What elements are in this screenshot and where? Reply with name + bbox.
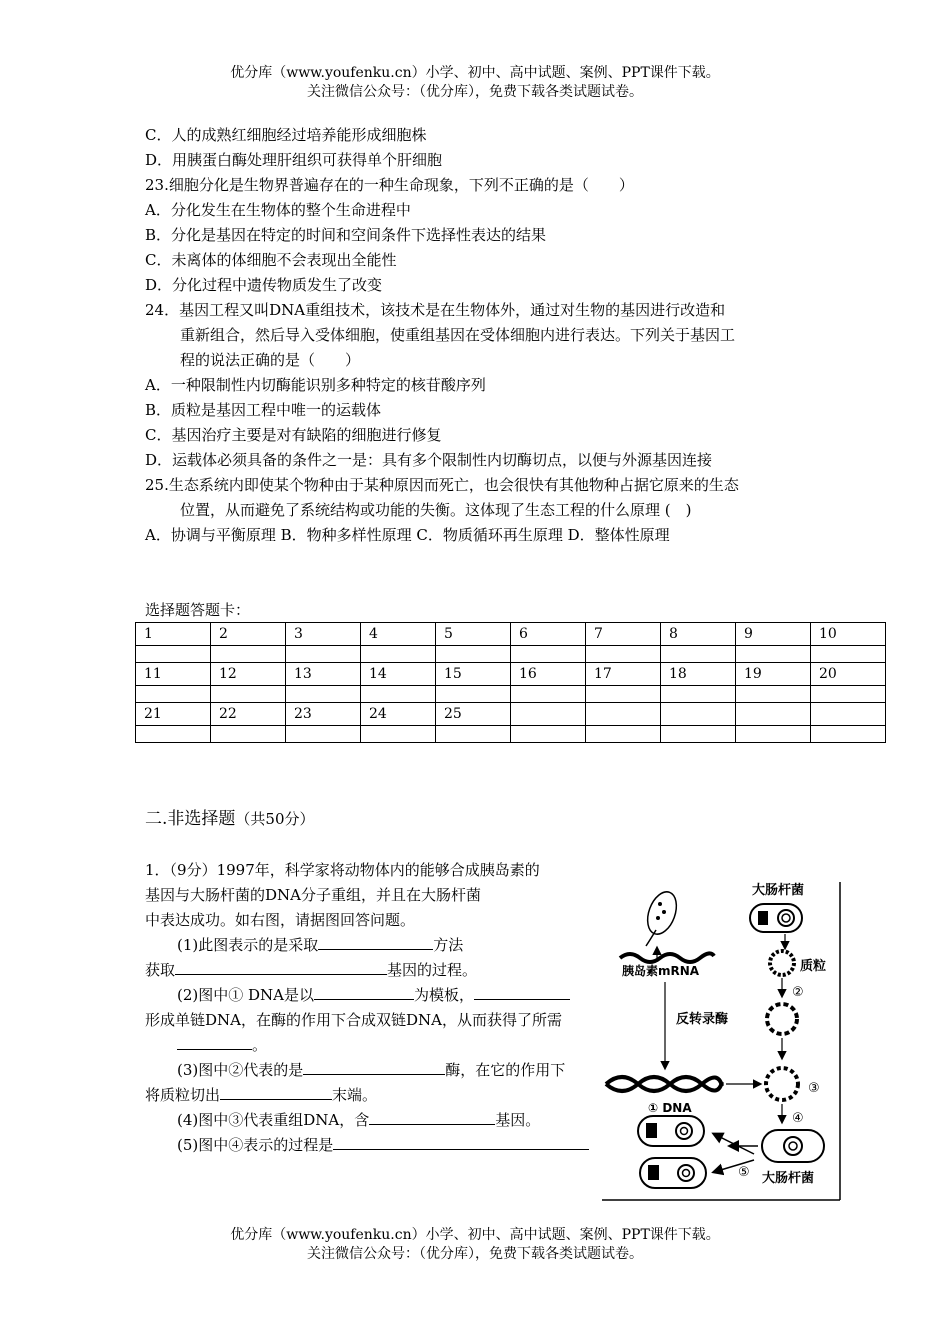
answer-blank-cell[interactable]: [436, 686, 511, 703]
answer-number-cell: [661, 703, 736, 726]
answer-number-cell: [511, 703, 586, 726]
answer-number-cell: 7: [586, 623, 661, 646]
answer-blank-cell[interactable]: [211, 646, 286, 663]
answer-number-cell: 15: [436, 663, 511, 686]
gene-engineering-figure: [602, 878, 844, 1204]
footer-line-1: 优分库（www.youfenku.cn）小学、初中、高中试题、案例、PPT课件下载。: [230, 1227, 720, 1243]
answer-number-cell: 12: [211, 663, 286, 686]
answer-blank-cell[interactable]: [286, 686, 361, 703]
ecoli-daughter-1-icon: [638, 1116, 704, 1146]
mrna-strand: [620, 953, 714, 962]
q22-option-c: C．人的成熟红细胞经过培养能形成细胞株: [145, 126, 427, 144]
answer-number-cell: 14: [361, 663, 436, 686]
text: 。: [252, 1036, 268, 1054]
answer-blank-cell[interactable]: [736, 726, 811, 743]
answer-card-table: [135, 622, 886, 743]
text: 末端。: [332, 1086, 378, 1104]
answer-blank[interactable]: [303, 1059, 445, 1075]
answer-blank-cell[interactable]: [811, 646, 886, 663]
ecoli-daughter-2-icon: [640, 1158, 706, 1188]
header-line-1: 优分库（www.youfenku.cn）小学、初中、高中试题、案例、PPT课件下载。: [230, 65, 720, 81]
answer-blank-cell[interactable]: [436, 726, 511, 743]
answer-number-cell: 3: [286, 623, 361, 646]
answer-card-title: 选择题答题卡：: [145, 601, 251, 619]
answer-blank-cell[interactable]: [811, 686, 886, 703]
answer-blank-cell[interactable]: [661, 726, 736, 743]
answer-blank[interactable]: [369, 1109, 495, 1125]
answer-blank[interactable]: [175, 959, 387, 975]
answer-blank-cell[interactable]: [286, 646, 361, 663]
answer-number-cell: 25: [436, 703, 511, 726]
q23-option-c: C．未离体的体细胞不会表现出全能性: [145, 251, 397, 269]
answer-number-cell: 18: [661, 663, 736, 686]
nq1-part-5: [177, 1134, 589, 1156]
nq1-intro-1: 1．（9分）1997年，科学家将动物体内的能够合成胰岛素的: [145, 861, 540, 879]
answer-number-cell: 11: [136, 663, 211, 686]
nq1-intro-3: 中表达成功。如右图，请据图回答问题。: [145, 911, 416, 929]
text: (2)图中① DNA是以: [177, 986, 315, 1004]
page-footer: [0, 1226, 950, 1264]
nq1-part-2-cont: 形成单链DNA，在酶的作用下合成双链DNA，从而获得了所需: [145, 1011, 562, 1029]
text: 基因的过程。: [387, 961, 478, 979]
text: 基因。: [495, 1111, 541, 1129]
answer-blank-cell[interactable]: [586, 646, 661, 663]
text: (1)此图表示的是采取: [177, 936, 319, 954]
answer-blank-cell[interactable]: [136, 686, 211, 703]
answer-blank-cell[interactable]: [361, 686, 436, 703]
answer-number-cell: 9: [736, 623, 811, 646]
q25-options: A．协调与平衡原理 B．物种多样性原理 C．物质循环再生原理 D．整体性原理: [145, 526, 670, 544]
answer-blank-cell[interactable]: [136, 726, 211, 743]
answer-blank-cell[interactable]: [511, 646, 586, 663]
answer-number-cell: [736, 703, 811, 726]
answer-blank-cell[interactable]: [136, 646, 211, 663]
q24-option-b: B．质粒是基因工程中唯一的运载体: [145, 401, 382, 419]
nq1-part-3-cont: [145, 1084, 377, 1106]
dna-label: ① DNA: [648, 1101, 692, 1115]
nq1-part-4: [177, 1109, 540, 1131]
q24-option-a: A．一种限制性内切酶能识别多种特定的核苷酸序列: [145, 376, 486, 394]
answer-number-cell: [586, 703, 661, 726]
answer-number-cell: 20: [811, 663, 886, 686]
answer-blank-cell[interactable]: [661, 646, 736, 663]
answer-number-cell: 24: [361, 703, 436, 726]
answer-blank-cell[interactable]: [736, 646, 811, 663]
answer-number-cell: 8: [661, 623, 736, 646]
answer-blank-cell[interactable]: [586, 726, 661, 743]
pancreas-cell-icon: [642, 888, 681, 946]
answer-number-cell: 23: [286, 703, 361, 726]
q24-option-c: C．基因治疗主要是对有缺陷的细胞进行修复: [145, 426, 442, 444]
q25-stem-1: 25.生态系统内即使某个物种由于某种原因而死亡，也会很快有其他物种占据它原来的生态: [145, 476, 739, 494]
bottom-ecoli-label: 大肠杆菌: [762, 1171, 815, 1186]
text: 获取: [145, 961, 176, 979]
plasmid-label: 质粒: [800, 959, 827, 974]
answer-blank-cell[interactable]: [361, 646, 436, 663]
q24-option-d: D．运载体必须具备的条件之一是：具有多个限制性内切酶切点，以便与外源基因连接: [145, 451, 713, 469]
answer-blank-cell[interactable]: [211, 686, 286, 703]
answer-blank-cell[interactable]: [286, 726, 361, 743]
text: 方法: [433, 936, 464, 954]
answer-number-cell: 2: [211, 623, 286, 646]
nq1-part-2-end: [177, 1034, 267, 1056]
answer-number-cell: 4: [361, 623, 436, 646]
ecoli-top-icon: [750, 904, 802, 932]
q24-stem-1: 24．基因工程又叫DNA重组技术，该技术是在生物体外，通过对生物的基因进行改造和: [145, 301, 726, 319]
answer-blank-cell[interactable]: [586, 686, 661, 703]
nq1-intro-2: 基因与大肠杆菌的DNA分子重组，并且在大肠杆菌: [145, 886, 481, 904]
q23-option-d: D．分化过程中遗传物质发生了改变: [145, 276, 383, 294]
text: 酶，在它的作用下: [445, 1061, 566, 1079]
footer-line-2: 关注微信公众号：（优分库），免费下载各类试题试卷。: [307, 1246, 643, 1262]
nq1-part-3: [177, 1059, 565, 1081]
mark-4: ④: [792, 1111, 804, 1126]
plasmid-icon: [770, 951, 794, 975]
answer-number-cell: 21: [136, 703, 211, 726]
q23-stem: 23.细胞分化是生物界普遍存在的一种生命现象，下列不正确的是（ ）: [145, 176, 634, 194]
answer-blank[interactable]: [314, 984, 414, 1000]
nq1-part-1-cont: [145, 959, 477, 981]
answer-blank-cell[interactable]: [436, 646, 511, 663]
recombinant-dna-icon: [766, 1068, 798, 1100]
mark-5: ⑤: [738, 1165, 750, 1180]
text: 将质粒切出: [145, 1086, 221, 1104]
answer-blank[interactable]: [333, 1134, 589, 1150]
answer-number-cell: [811, 703, 886, 726]
text: (3)图中②代表的是: [177, 1061, 304, 1079]
answer-blank[interactable]: [474, 984, 570, 1000]
answer-blank-cell[interactable]: [811, 726, 886, 743]
dna-double-helix-icon: [606, 1077, 722, 1091]
answer-blank[interactable]: [318, 934, 433, 950]
mrna-label: 胰岛素mRNA: [622, 964, 700, 978]
q22-option-d: D．用胰蛋白酶处理肝组织可获得单个肝细胞: [145, 151, 443, 169]
answer-number-cell: 16: [511, 663, 586, 686]
nq1-part-2: [177, 984, 570, 1006]
top-ecoli-label: 大肠杆菌: [752, 883, 805, 898]
arrow-proliferation-2: [714, 1134, 754, 1154]
section-2-points: （共50分）: [235, 810, 315, 828]
q24-stem-2: 重新组合，然后导入受体细胞，使重组基因在受体细胞内进行表达。下列关于基因工: [180, 326, 736, 344]
answer-number-cell: 22: [211, 703, 286, 726]
text: 为模板，: [414, 986, 475, 1004]
answer-number-cell: 17: [586, 663, 661, 686]
answer-number-cell: 5: [436, 623, 511, 646]
answer-blank[interactable]: [220, 1084, 332, 1100]
header-line-2: 关注微信公众号：（优分库），免费下载各类试题试卷。: [307, 84, 643, 100]
answer-number-cell: 19: [736, 663, 811, 686]
answer-blank-cell[interactable]: [736, 686, 811, 703]
answer-blank-cell[interactable]: [361, 726, 436, 743]
answer-blank[interactable]: [177, 1034, 252, 1050]
enzyme-label: 反转录酶: [676, 1012, 729, 1027]
q25-stem-2: 位置，从而避免了系统结构或功能的失衡。这体现了生态工程的什么原理 ( ): [180, 501, 692, 519]
mark-2: ②: [792, 985, 804, 1000]
answer-number-cell: 10: [811, 623, 886, 646]
q23-option-b: B．分化是基因在特定的时间和空间条件下选择性表达的结果: [145, 226, 547, 244]
answer-blank-cell[interactable]: [661, 686, 736, 703]
ecoli-bottom-icon: [762, 1130, 824, 1162]
text: (5)图中④表示的过程是: [177, 1136, 334, 1154]
answer-blank-cell[interactable]: [511, 726, 586, 743]
q24-stem-3: 程的说法正确的是（ ）: [180, 351, 361, 369]
section-2-title: 二.非选择题: [145, 809, 236, 829]
answer-blank-cell[interactable]: [511, 686, 586, 703]
answer-number-cell: 1: [136, 623, 211, 646]
answer-blank-cell[interactable]: [211, 726, 286, 743]
page-header: [0, 64, 950, 102]
section-2-heading: [145, 808, 315, 830]
answer-number-cell: 6: [511, 623, 586, 646]
q23-option-a: A．分化发生在生物体的整个生命进程中: [145, 201, 411, 219]
nq1-part-1: [177, 934, 463, 956]
cut-plasmid-icon: [767, 1004, 797, 1034]
text: (4)图中③代表重组DNA，含: [177, 1111, 370, 1129]
mark-3: ③: [808, 1081, 820, 1096]
answer-number-cell: 13: [286, 663, 361, 686]
